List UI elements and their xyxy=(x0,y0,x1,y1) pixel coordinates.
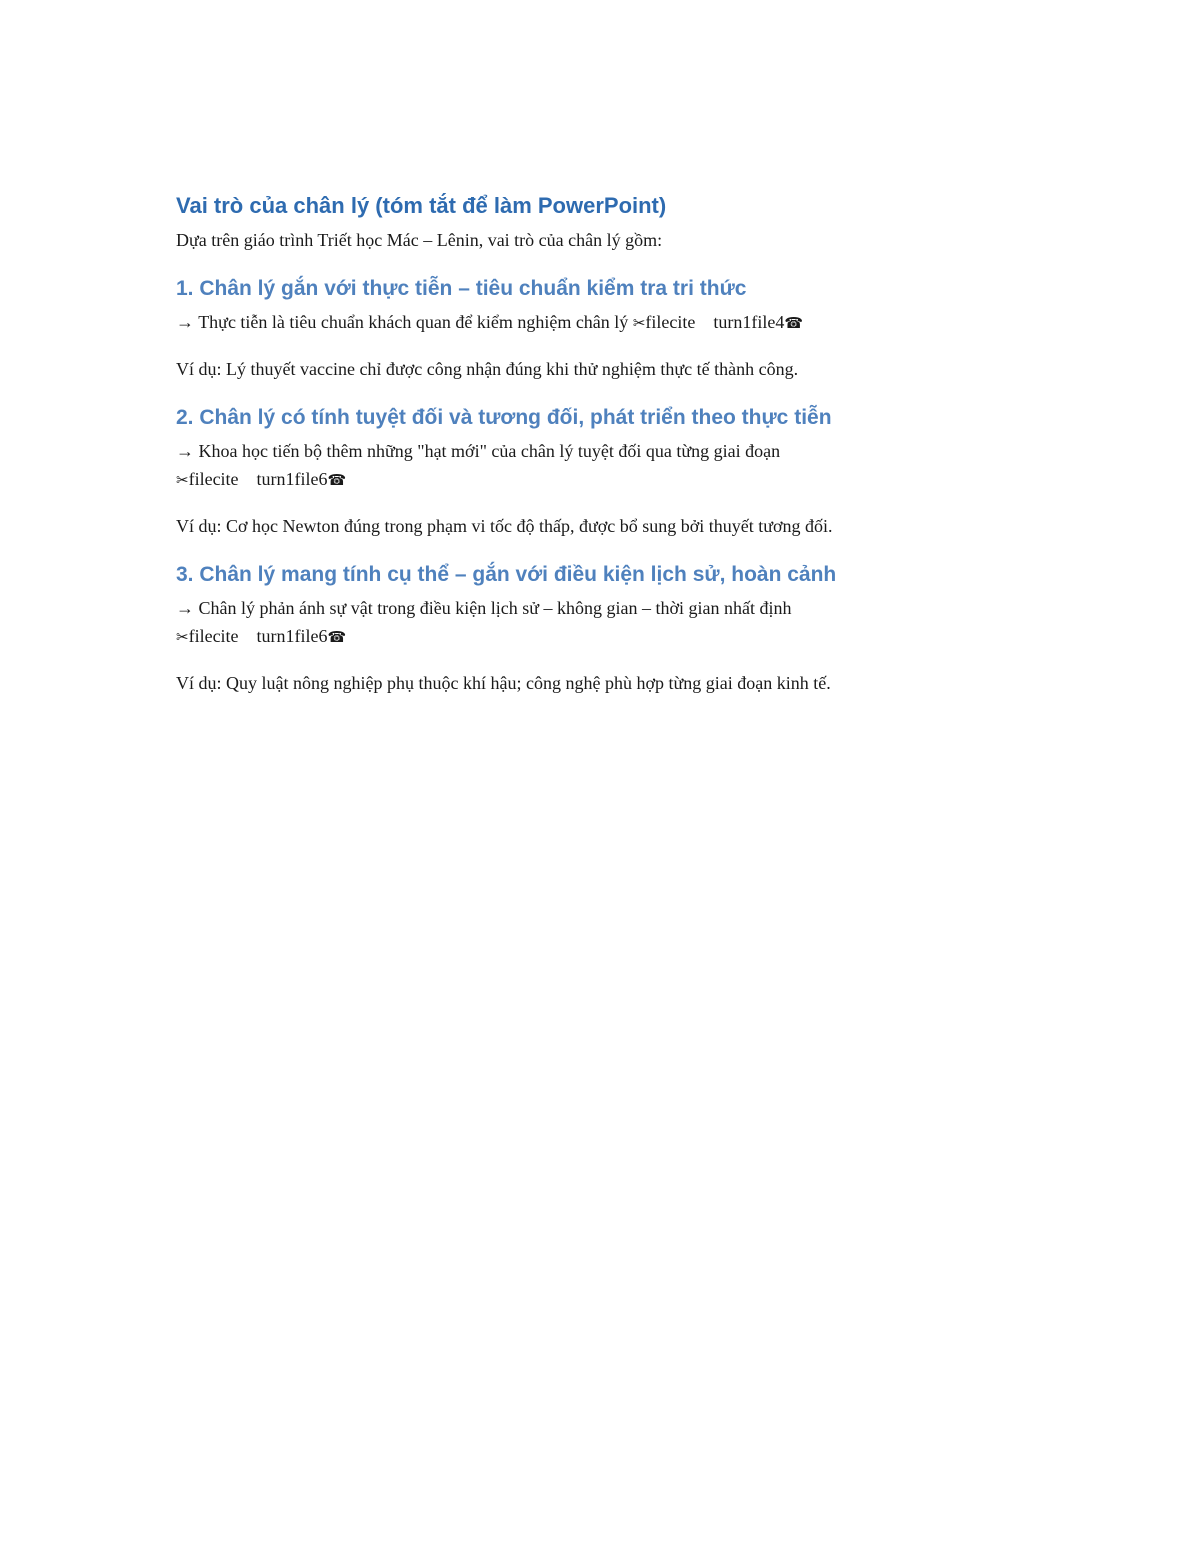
scissors-icon: ✂ xyxy=(632,314,646,332)
section-point xyxy=(176,594,1056,651)
scissors-icon: ✂ xyxy=(176,628,189,646)
citation-word: filecite xyxy=(188,626,239,646)
page-title: Vai trò của chân lý (tóm tắt để làm PowerPoint) xyxy=(176,193,667,218)
example-paragraph: Ví dụ: Cơ học Newton đúng trong phạm vi tốc độ thấp, được bổ sung bởi thuyết tương đối. xyxy=(176,516,833,536)
citation-ref: turn1file6 xyxy=(256,469,328,489)
document-body xyxy=(176,190,1056,697)
example-paragraph: Ví dụ: Lý thuyết vaccine chỉ được công nhận đúng khi thử nghiệm thực tế thành công. xyxy=(176,359,799,379)
phone-icon: ☎ xyxy=(327,628,347,646)
example-paragraph: Ví dụ: Quy luật nông nghiệp phụ thuộc khí hậu; công nghệ phù hợp từng giai đoạn kinh tế. xyxy=(176,673,831,693)
citation-ref: turn1file4 xyxy=(713,312,785,332)
section-heading: 3. Chân lý mang tính cụ thể – gắn với điều kiện lịch sử, hoàn cảnh xyxy=(176,563,837,586)
citation xyxy=(176,469,346,489)
citation xyxy=(176,626,346,646)
section-3 xyxy=(176,560,1056,697)
section-heading: 2. Chân lý có tính tuyệt đối và tương đối, phát triển theo thực tiễn xyxy=(176,406,832,429)
citation-word: filecite xyxy=(188,469,239,489)
section-heading: 1. Chân lý gắn với thực tiễn – tiêu chuẩn kiểm tra tri thức xyxy=(176,277,747,300)
citation xyxy=(633,312,803,332)
arrow-icon: → xyxy=(176,441,194,461)
intro-paragraph: Dựa trên giáo trình Triết học Mác – Lênin, vai trò của chân lý gồm: xyxy=(176,230,663,250)
phone-icon: ☎ xyxy=(784,314,804,332)
citation-ref: turn1file6 xyxy=(256,626,328,646)
point-text: Chân lý phản ánh sự vật trong điều kiện lịch sử – không gian – thời gian nhất định xyxy=(198,598,792,618)
citation-word: filecite xyxy=(645,312,696,332)
section-2 xyxy=(176,403,1056,540)
section-1 xyxy=(176,274,1056,383)
arrow-icon: → xyxy=(176,312,194,332)
section-point xyxy=(176,437,1056,494)
scissors-icon: ✂ xyxy=(176,471,189,489)
arrow-icon: → xyxy=(176,598,194,618)
point-text: Khoa học tiến bộ thêm những "hạt mới" của chân lý tuyệt đối qua từng giai đoạn xyxy=(198,441,781,461)
phone-icon: ☎ xyxy=(327,471,347,489)
section-point xyxy=(176,308,1056,337)
point-text: Thực tiễn là tiêu chuẩn khách quan để kiểm nghiệm chân lý xyxy=(198,312,629,332)
